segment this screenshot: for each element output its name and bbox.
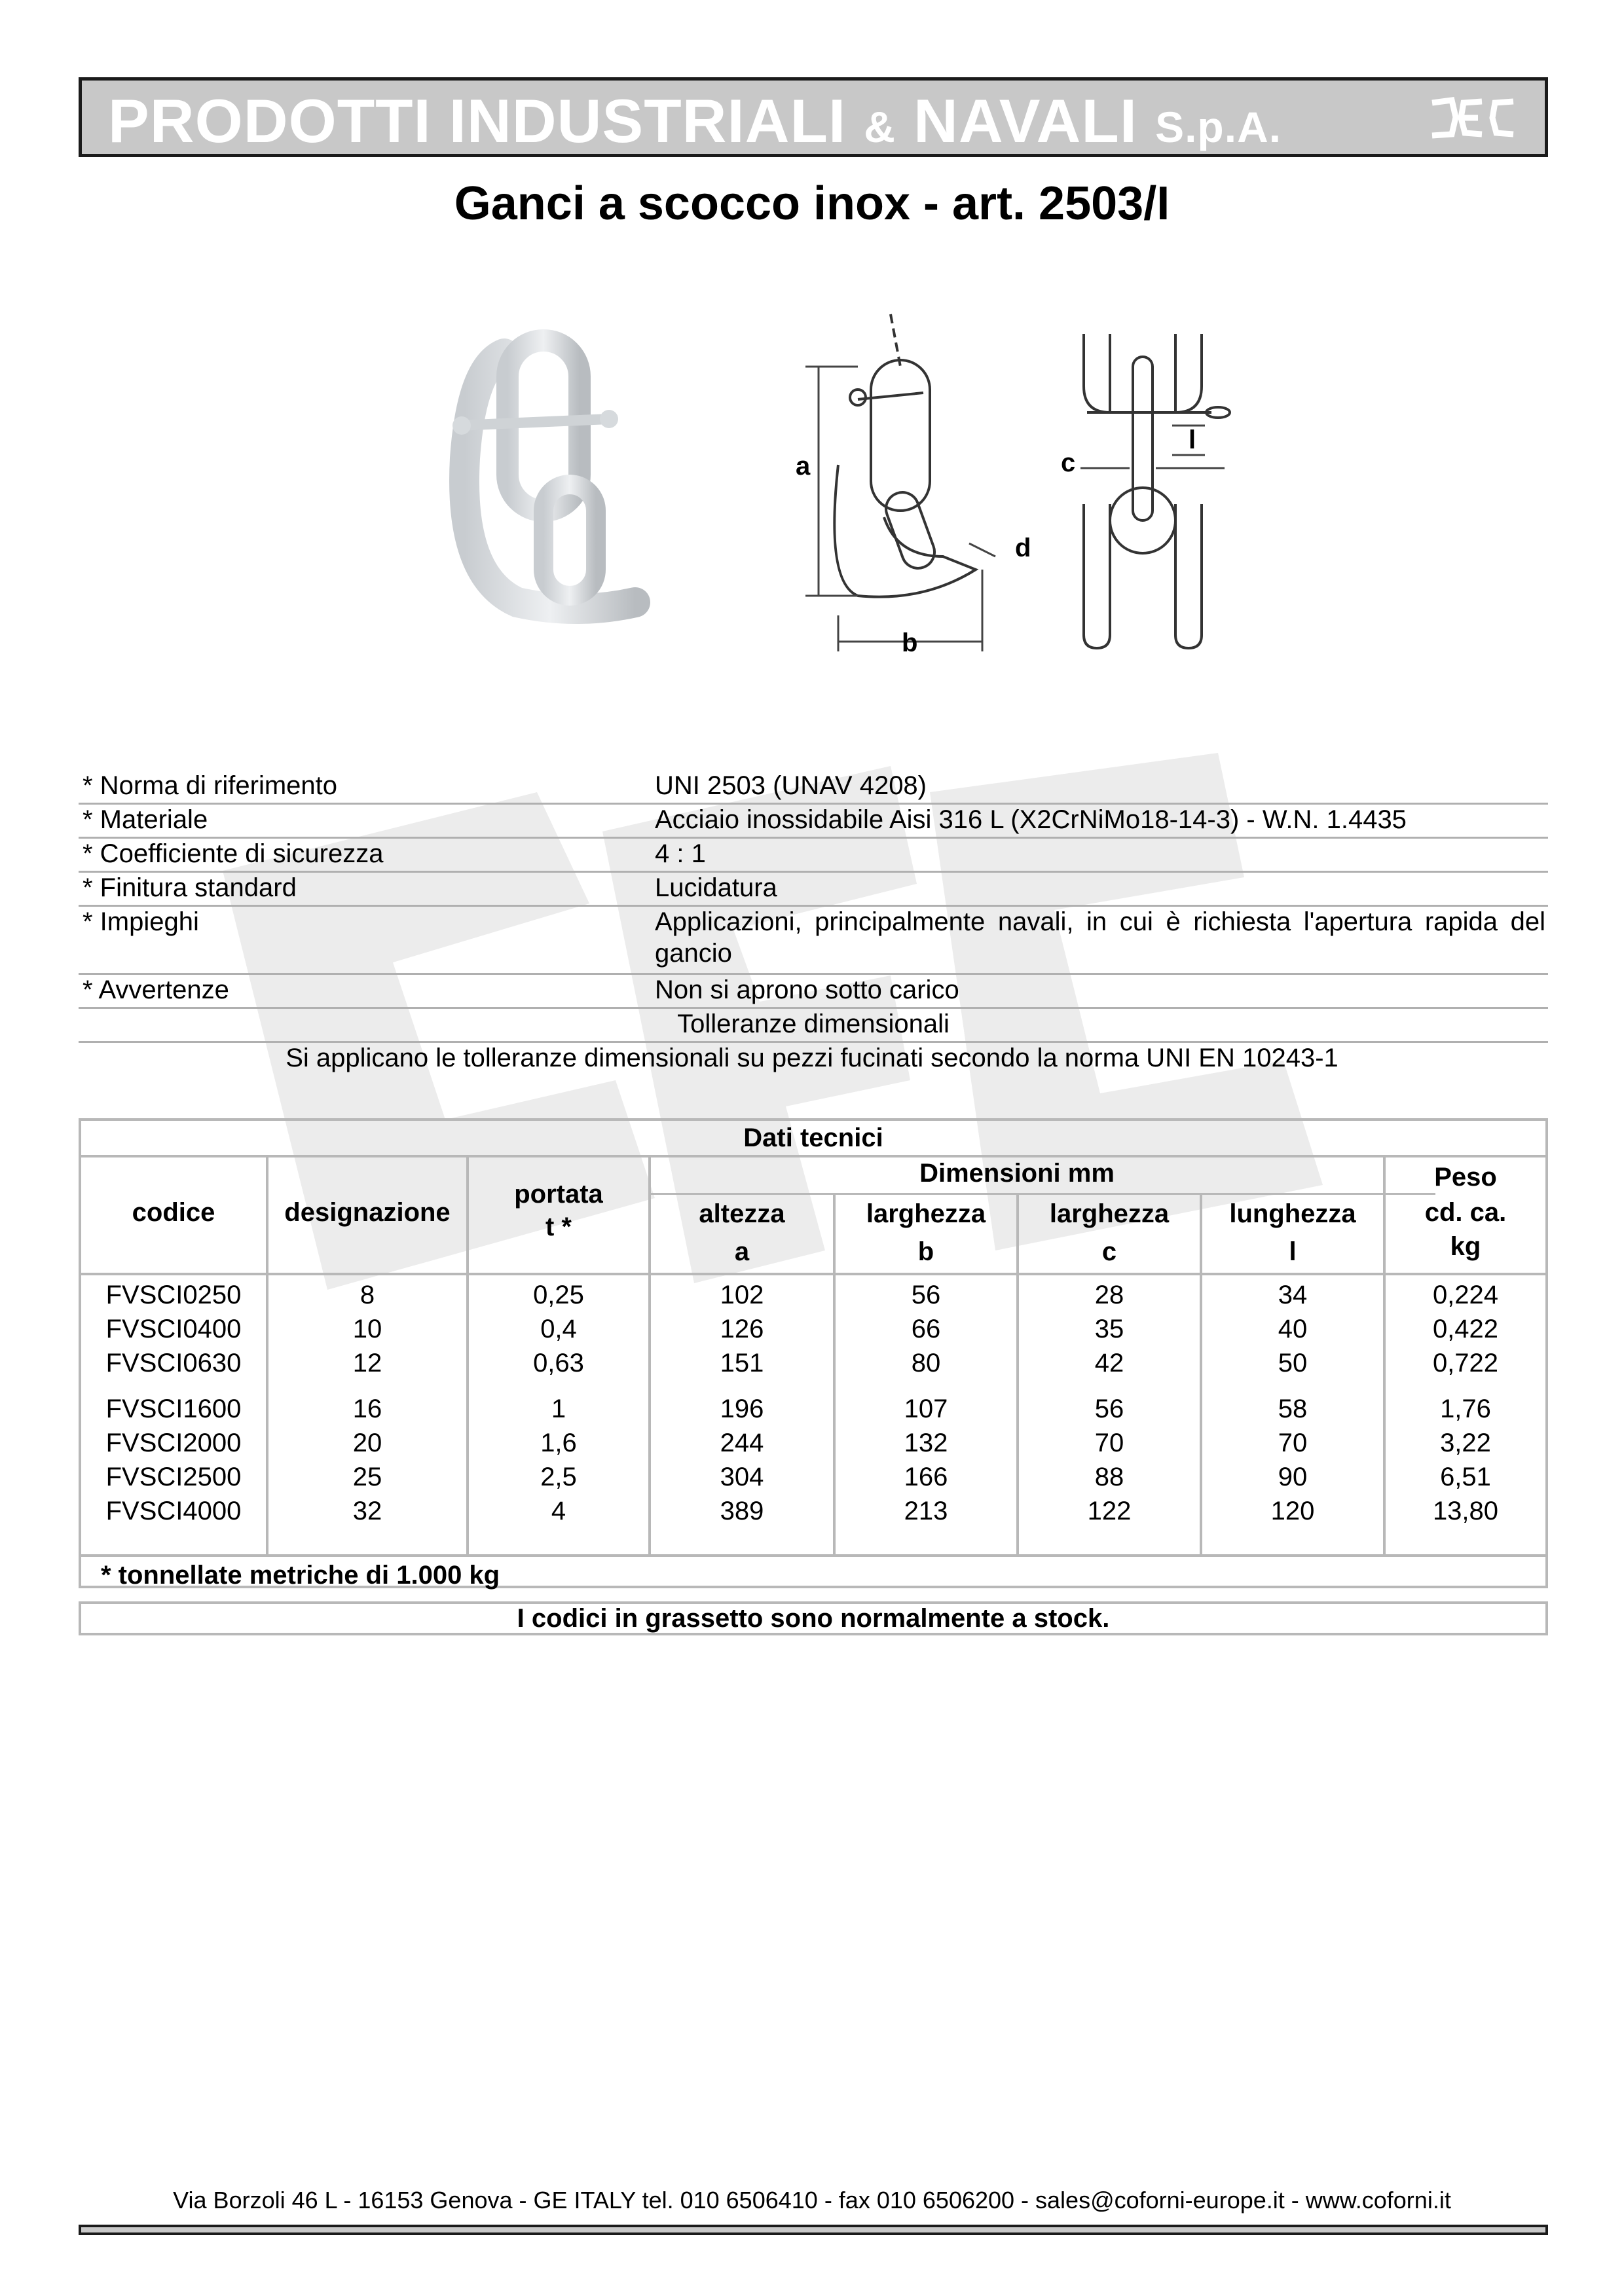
cell-altezza: 244	[720, 1429, 764, 1457]
cell-designazione: 20	[352, 1429, 382, 1457]
cell-larghezza-c: 56	[1094, 1394, 1124, 1423]
cell-larghezza-c: 28	[1094, 1281, 1124, 1309]
spec-row	[79, 803, 1548, 839]
company-logo-icon	[1427, 94, 1519, 142]
tolerance-heading: Tolleranze dimensionali	[677, 1010, 950, 1038]
spec-key: * Norma di riferimento	[83, 771, 338, 800]
col-header-peso-unit: kg	[1450, 1232, 1481, 1261]
cell-codice: FVSCI0630	[105, 1349, 242, 1377]
col-header-peso: Peso	[1434, 1163, 1497, 1192]
cell-larghezza-b: 66	[911, 1315, 941, 1343]
cell-portata: 0,25	[533, 1281, 584, 1309]
cell-lunghezza: 58	[1278, 1394, 1308, 1423]
spec-row	[79, 973, 1548, 1009]
cell-designazione: 10	[352, 1315, 382, 1343]
company-name	[108, 86, 1282, 156]
spec-key: * Coefficiente di sicurezza	[83, 839, 384, 868]
company-name-amp: &	[864, 103, 896, 151]
cell-peso: 13,80	[1432, 1497, 1499, 1525]
cell-lunghezza: 70	[1278, 1429, 1308, 1457]
product-photo	[445, 327, 694, 635]
cell-codice: FVSCI0250	[105, 1281, 242, 1309]
cell-designazione: 8	[360, 1281, 375, 1309]
spec-key: * Finitura standard	[83, 873, 297, 902]
cell-larghezza-b: 132	[904, 1429, 948, 1457]
cell-altezza: 151	[720, 1349, 764, 1377]
cell-codice: FVSCI2000	[105, 1429, 242, 1457]
cell-lunghezza: 120	[1270, 1497, 1315, 1525]
cell-portata: 4	[551, 1497, 566, 1525]
col-header-lunghezza-symbol: l	[1289, 1237, 1297, 1266]
col-header-lunghezza: lunghezza	[1229, 1199, 1356, 1228]
footer-bar	[79, 2225, 1548, 2235]
cell-peso: 0,224	[1432, 1281, 1499, 1309]
spec-row	[79, 769, 1548, 805]
spec-key: * Materiale	[83, 805, 208, 834]
cell-larghezza-c: 35	[1094, 1315, 1124, 1343]
col-header-larghezza-c-symbol: c	[1101, 1237, 1117, 1266]
cell-larghezza-c: 42	[1094, 1349, 1124, 1377]
col-header-larghezza-b: larghezza	[866, 1199, 986, 1228]
cell-altezza: 389	[720, 1497, 764, 1525]
cell-portata: 1	[551, 1394, 566, 1423]
cell-codice: FVSCI4000	[105, 1497, 242, 1525]
col-header-portata-unit: t *	[545, 1212, 572, 1241]
col-header-altezza: altezza	[699, 1199, 785, 1228]
col-header-portata: portata	[514, 1180, 603, 1209]
col-header-peso-2: cd. ca.	[1424, 1198, 1507, 1227]
cell-lunghezza: 40	[1278, 1315, 1308, 1343]
spec-value: Acciaio inossidabile Aisi 316 L (X2CrNiMo18-14-3) - W.N. 1.4435	[655, 805, 1407, 834]
col-header-altezza-symbol: a	[734, 1237, 750, 1266]
company-name-main2: NAVALI	[913, 86, 1137, 155]
col-header-larghezza-b-symbol: b	[917, 1237, 934, 1266]
dimension-label-c: c	[1061, 448, 1076, 477]
footer-contact: Via Borzoli 46 L - 16153 Genova - GE ITALY tel. 010 6506410 - fax 010 6506200 - sales@coforni-europe.it - www.coforni.it	[173, 2187, 1451, 2214]
spec-key: * Impieghi	[83, 907, 199, 936]
table-title: Dati tecnici	[743, 1123, 883, 1152]
cell-larghezza-b: 80	[911, 1349, 941, 1377]
spec-value: Applicazioni, principalmente navali, in cui è richiesta l'apertura rapida del gancio	[655, 907, 1545, 968]
spec-row	[79, 905, 1548, 975]
col-group-dimensioni: Dimensioni mm	[919, 1159, 1115, 1188]
spec-row	[79, 871, 1548, 907]
cell-altezza: 102	[720, 1281, 764, 1309]
cell-portata: 1,6	[540, 1429, 577, 1457]
cell-peso: 3,22	[1440, 1429, 1491, 1457]
cell-peso: 1,76	[1440, 1394, 1491, 1423]
cell-lunghezza: 34	[1278, 1281, 1308, 1309]
cell-portata: 0,63	[533, 1349, 584, 1377]
company-name-main: PRODOTTI INDUSTRIALI	[108, 86, 847, 155]
cell-portata: 0,4	[540, 1315, 577, 1343]
cell-larghezza-b: 56	[911, 1281, 941, 1309]
cell-peso: 6,51	[1440, 1463, 1491, 1491]
cell-larghezza-c: 88	[1094, 1463, 1124, 1491]
col-header-larghezza-c: larghezza	[1049, 1199, 1170, 1228]
cell-larghezza-b: 166	[904, 1463, 948, 1491]
cell-larghezza-c: 70	[1094, 1429, 1124, 1457]
cell-designazione: 16	[352, 1394, 382, 1423]
tolerance-heading-row	[79, 1007, 1548, 1043]
page-title: Ganci a scocco inox - art. 2503/I	[454, 177, 1170, 230]
cell-lunghezza: 50	[1278, 1349, 1308, 1377]
cell-larghezza-c: 122	[1087, 1497, 1132, 1525]
company-banner	[79, 77, 1548, 157]
cell-peso: 0,422	[1432, 1315, 1499, 1343]
side-view-drawing	[1061, 308, 1251, 674]
cell-lunghezza: 90	[1278, 1463, 1308, 1491]
spec-value: UNI 2503 (UNAV 4208)	[655, 771, 927, 800]
table-note: * tonnellate metriche di 1.000 kg	[101, 1561, 500, 1590]
spec-value: Lucidatura	[655, 873, 777, 902]
cell-peso: 0,722	[1432, 1349, 1499, 1377]
cell-designazione: 32	[352, 1497, 382, 1525]
cell-altezza: 126	[720, 1315, 764, 1343]
spec-key: * Avvertenze	[83, 975, 229, 1004]
cell-larghezza-b: 107	[904, 1394, 948, 1423]
cell-codice: FVSCI2500	[105, 1463, 242, 1491]
cell-codice: FVSCI1600	[105, 1394, 242, 1423]
company-name-suffix: S.p.A.	[1155, 103, 1282, 151]
technical-data-table	[79, 1118, 1548, 1588]
dimension-label-a: a	[796, 452, 811, 481]
spec-value: 4 : 1	[655, 839, 706, 868]
cell-designazione: 12	[352, 1349, 382, 1377]
spec-value: Non si aprono sotto carico	[655, 975, 959, 1004]
dimension-label-l: l	[1189, 426, 1196, 454]
cell-altezza: 304	[720, 1463, 764, 1491]
cell-portata: 2,5	[540, 1463, 577, 1491]
cell-codice: FVSCI0400	[105, 1315, 242, 1343]
col-header-codice: codice	[132, 1198, 215, 1227]
spec-row	[79, 837, 1548, 873]
dimension-label-b: b	[902, 629, 918, 657]
tolerance-text: Si applicano le tolleranze dimensionali su pezzi fucinati secondo la norma UNI EN 10243-1	[286, 1044, 1338, 1072]
col-header-designazione: designazione	[284, 1198, 451, 1227]
cell-altezza: 196	[720, 1394, 764, 1423]
cell-larghezza-b: 213	[904, 1497, 948, 1525]
dimension-label-d: d	[1015, 534, 1031, 562]
cell-designazione: 25	[352, 1463, 382, 1491]
stock-note: I codici in grassetto sono normalmente a stock.	[79, 1601, 1548, 1635]
